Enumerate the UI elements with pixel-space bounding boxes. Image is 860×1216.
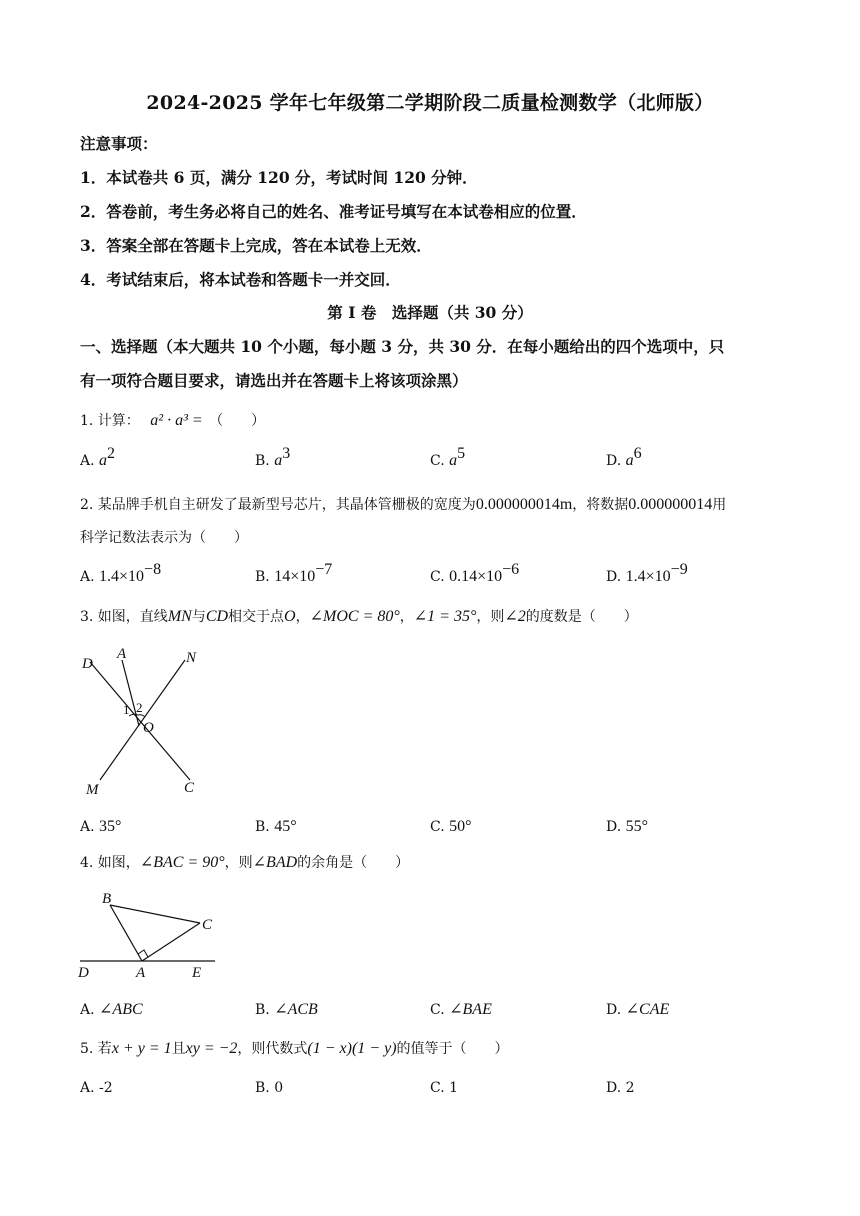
option-letter: C. (430, 569, 445, 585)
label-c: C (202, 917, 213, 933)
q1-option-c[interactable] (430, 445, 466, 470)
option-mantissa: 14×10 (274, 568, 316, 585)
q1-expression: a² · a³ = (150, 412, 203, 429)
q2-value-1: 0.000000014m (475, 496, 573, 513)
q3-condition-2: ∠1 = 35° (413, 608, 477, 625)
segment-ac (142, 923, 200, 961)
label-e: E (192, 965, 202, 981)
section-title: 第 I 卷 选择题（共 30 分） (327, 303, 533, 322)
option-exponent: −8 (144, 561, 162, 578)
option-value: 2 (625, 1080, 635, 1096)
question-5 (80, 1038, 509, 1058)
option-base: a (625, 452, 634, 469)
q2-option-a[interactable] (80, 561, 162, 586)
option-letter: D. (606, 569, 622, 585)
q2-value-2: 0.000000014 (628, 496, 713, 513)
option-value: -2 (99, 1080, 113, 1096)
option-letter: A. (80, 819, 95, 835)
label-a: A (117, 646, 127, 662)
label-d: D (82, 656, 93, 672)
q3-text: ， (399, 609, 414, 625)
q3-option-b[interactable] (255, 818, 297, 836)
q1-prefix: 1. 计算： (80, 413, 140, 429)
q5-condition-2: xy = −2 (185, 1040, 238, 1057)
notice-heading: 注意事项： (80, 134, 158, 153)
q4-option-d[interactable] (606, 999, 669, 1019)
option-letter: B. (255, 569, 270, 585)
option-base: a (99, 452, 108, 469)
option-exponent: −6 (502, 561, 520, 578)
option-letter: B. (255, 1080, 270, 1096)
label-a: A (136, 965, 146, 981)
option-value: ∠ACB (274, 1001, 318, 1018)
option-letter: D. (606, 819, 622, 835)
notice-item-4: 4．考试结束后，将本试卷和答题卡一并交回． (80, 270, 401, 289)
option-letter: B. (255, 453, 270, 469)
q4-option-a[interactable] (80, 999, 143, 1019)
option-mantissa: 1.4×10 (625, 568, 671, 585)
q5-condition-1: x + y = 1 (111, 1040, 172, 1057)
q3-angle-2: ∠2 (504, 608, 526, 625)
option-letter: B. (255, 1002, 270, 1018)
label-b: B (102, 891, 112, 907)
q2-option-c[interactable] (430, 561, 520, 586)
q3-option-d[interactable] (606, 818, 648, 836)
label-n: N (186, 650, 197, 666)
q4-text: ，则 (224, 855, 253, 871)
angle-arc-2 (138, 715, 145, 717)
q2-text-b: ，将数据 (572, 497, 629, 513)
option-letter: C. (430, 1002, 445, 1018)
option-exponent: 6 (633, 445, 642, 462)
question-4 (80, 852, 409, 872)
option-value: 55° (625, 818, 649, 835)
question-3 (80, 606, 638, 626)
question-2-line1 (80, 494, 726, 514)
option-value: 0 (274, 1080, 284, 1096)
q2-option-b[interactable] (255, 561, 333, 586)
option-base: a (274, 452, 283, 469)
part1-instructions-line1: 一、选择题（本大题共 10 个小题，每小题 3 分，共 30 分．在每小题给出的四个选项中，只 (80, 337, 725, 356)
option-letter: C. (430, 1080, 445, 1096)
q1-option-d[interactable] (606, 445, 642, 470)
segment-ba (110, 905, 142, 961)
part1-instructions-line2: 有一项符合题目要求，请选出并在答题卡上将该项涂黑） (80, 371, 468, 390)
q3-figure (70, 640, 230, 805)
line-dc (90, 662, 190, 780)
option-exponent: 2 (107, 445, 116, 462)
option-exponent: −9 (670, 561, 688, 578)
option-value: 1 (449, 1080, 459, 1096)
option-value: 50° (449, 818, 472, 835)
q2-option-d[interactable] (606, 561, 688, 586)
q3-text: 3. 如图，直线 (80, 609, 168, 625)
q3-line-cd: CD (205, 608, 229, 625)
option-mantissa: 0.14×10 (449, 568, 503, 585)
option-letter: B. (255, 819, 270, 835)
option-value: ∠CAE (625, 1001, 670, 1018)
q1-option-a[interactable] (80, 445, 116, 470)
label-o: O (143, 720, 154, 736)
option-letter: C. (430, 819, 445, 835)
q4-angle: ∠BAD (252, 854, 298, 871)
label-c: C (184, 780, 195, 796)
q3-option-c[interactable] (430, 818, 472, 836)
label-d: D (78, 965, 89, 981)
option-base: a (449, 452, 458, 469)
label-angle-1: 1 (123, 702, 130, 717)
q4-text: 的余角是（ ） (297, 855, 410, 871)
q5-option-b[interactable] (255, 1080, 283, 1096)
option-value: 35° (99, 818, 122, 835)
option-letter: A. (80, 569, 95, 585)
q2-text-c: 用 (712, 497, 727, 513)
q5-text: ，则代数式 (237, 1041, 308, 1057)
label-m: M (86, 782, 99, 798)
q4-condition: ∠BAC = 90° (139, 854, 225, 871)
label-angle-2: 2 (136, 700, 143, 715)
q4-option-c[interactable] (430, 999, 492, 1019)
option-exponent: 3 (282, 445, 291, 462)
q5-option-c[interactable] (430, 1080, 458, 1096)
q1-blank: （ ） (209, 413, 266, 429)
option-exponent: −7 (315, 561, 333, 578)
q5-text: 5. 若 (80, 1041, 112, 1057)
exam-title: 2024-2025 学年七年级第二学期阶段二质量检测数学（北师版） (146, 92, 714, 114)
q4-text: 4. 如图， (80, 855, 140, 871)
option-letter: A. (80, 453, 95, 469)
q1-option-b[interactable] (255, 445, 291, 470)
q4-figure (70, 885, 230, 985)
option-letter: D. (606, 453, 622, 469)
option-letter: A. (80, 1002, 95, 1018)
q5-option-d[interactable] (606, 1080, 635, 1096)
q3-point-o: O (284, 608, 296, 625)
q5-text: 且 (171, 1041, 186, 1057)
q3-text: ，则 (476, 609, 505, 625)
option-letter: A. (80, 1080, 95, 1096)
q3-condition-1: ∠MOC = 80° (309, 608, 400, 625)
option-letter: D. (606, 1002, 622, 1018)
q5-option-a[interactable] (80, 1080, 113, 1096)
option-letter: D. (606, 1080, 622, 1096)
option-value: 45° (274, 818, 297, 835)
q3-line-mn: MN (167, 608, 192, 625)
option-letter: C. (430, 453, 445, 469)
option-mantissa: 1.4×10 (99, 568, 145, 585)
notice-item-1: 1．本试卷共 6 页，满分 120 分，考试时间 120 分钟． (80, 168, 478, 187)
q3-text: 的度数是（ ） (525, 609, 638, 625)
q3-option-a[interactable] (80, 818, 121, 836)
notice-item-3: 3．答案全部在答题卡上完成，答在本试卷上无效． (80, 236, 432, 255)
option-value: ∠ABC (99, 1001, 143, 1018)
q3-text: 相交于点 (228, 609, 285, 625)
notice-item-2: 2．答卷前，考生务必将自己的姓名、准考证号填写在本试卷相应的位置． (80, 202, 587, 221)
q5-expression: (1 − x)(1 − y) (307, 1040, 397, 1057)
q5-text: 的值等于（ ） (396, 1041, 509, 1057)
question-2-line2: 科学记数法表示为（ ） (80, 530, 248, 546)
q3-text: ， (295, 609, 310, 625)
q4-option-b[interactable] (255, 999, 318, 1019)
segment-bc (110, 905, 200, 923)
option-value: ∠BAE (449, 1001, 492, 1018)
q2-text-a: 2. 某品牌手机自主研发了最新型号芯片，其晶体管栅极的宽度为 (80, 497, 476, 513)
question-1 (80, 410, 265, 430)
option-exponent: 5 (457, 445, 466, 462)
q3-text: 与 (191, 609, 206, 625)
